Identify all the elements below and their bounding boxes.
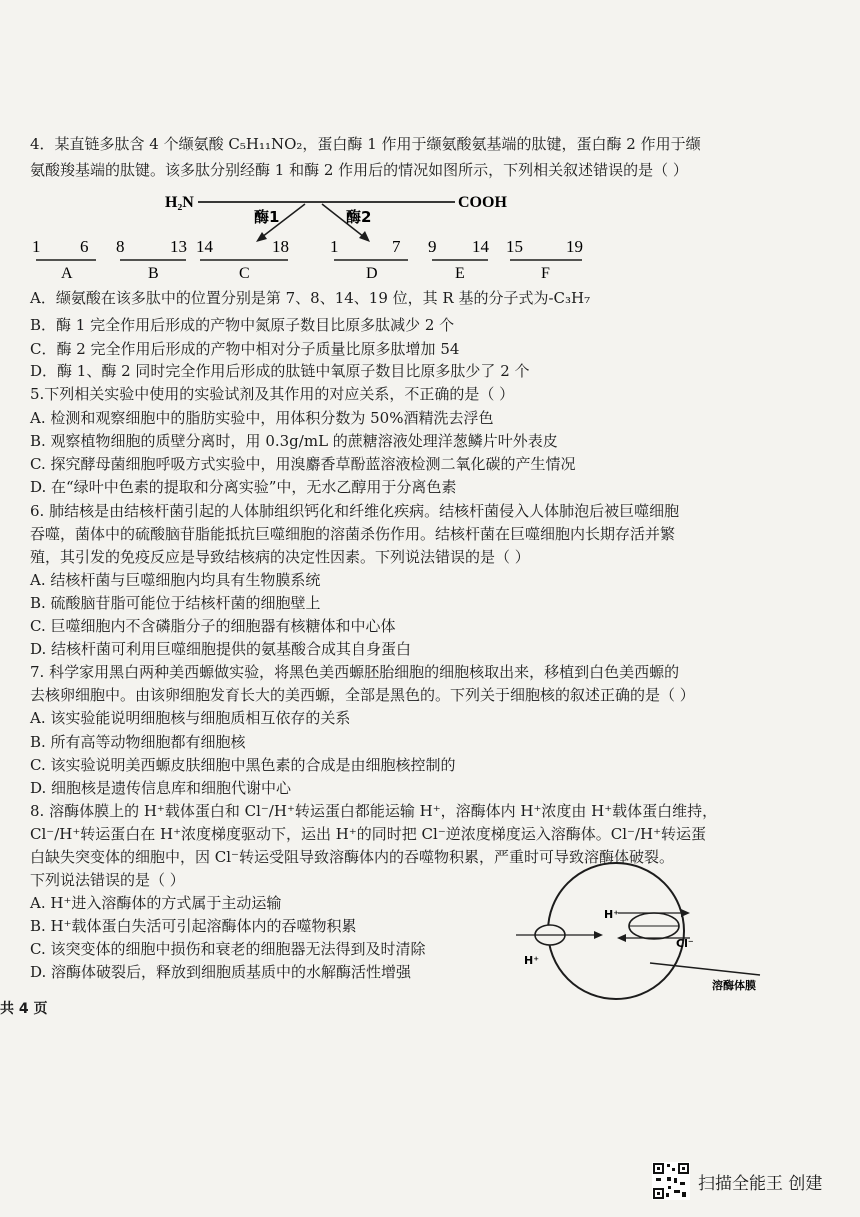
fragment-end-number: 13 (170, 237, 187, 256)
q5-option-d: D. 在“绿叶中色素的提取和分离实验”中，无水乙醇用于分离色素 (30, 478, 457, 496)
fragment-letter: B (148, 265, 159, 282)
q7-option-b: B. 所有高等动物细胞都有细胞核 (30, 733, 246, 751)
fragment-letter: E (455, 265, 465, 282)
page-count: 共 4 页 (0, 1001, 48, 1017)
lysosome-membrane-label: 溶酶体膜 (712, 979, 756, 992)
q5-option-b: B. 观察植物细胞的质壁分离时，用 0.3g/mL 的蔗糖溶液处理洋葱鳞片叶外表皮 (30, 432, 558, 450)
c-terminus-label: COOH (458, 194, 507, 211)
q6-option-b: B. 硫酸脑苷脂可能位于结核杆菌的细胞壁上 (30, 594, 321, 612)
q7-option-a: A. 该实验能说明细胞核与细胞质相互依存的关系 (30, 709, 351, 727)
q6-stem-line3: 殖，其引发的免疫反应是导致结核病的决定性因素。下列说法错误的是（ ） (30, 548, 530, 566)
q8-option-a: A. H⁺进入溶酶体的方式属于主动运输 (30, 894, 282, 912)
fragment-start-number: 1 (32, 237, 41, 256)
fragment-end-number: 7 (392, 237, 401, 256)
q7-stem-line1: 7. 科学家用黑白两种美西螈做实验，将黑色美西螈胚胎细胞的细胞核取出来，移植到白色美西螈的 (30, 663, 680, 681)
q8-option-b: B. H⁺载体蛋白失活可引起溶酶体内的吞噬物积累 (30, 917, 357, 935)
q5-option-a: A. 检测和观察细胞中的脂肪实验中，用体积分数为 50%酒精洗去浮色 (30, 409, 494, 427)
q7-option-d: D. 细胞核是遗传信息库和细胞代谢中心 (30, 779, 292, 797)
fragment-end-number: 6 (80, 237, 89, 256)
fragment-letter: C (239, 265, 250, 282)
q4-stem-line2: 氨酸羧基端的肽键。该多肽分别经酶 1 和酶 2 作用后的情况如图所示，下列相关叙述错误的是（ ） (30, 161, 688, 179)
q4-stem-line1: 4．某直链多肽含 4 个缬氨酸 C₅H₁₁NO₂，蛋白酶 1 作用于缬氨酸氨基端的肽键，蛋白酶 2 作用于缬 (30, 135, 701, 153)
h-ion-left-label: H⁺ (524, 954, 540, 967)
n-terminus-label: H₂N (165, 194, 194, 211)
q8-stem-line2: Cl⁻/H⁺转运蛋白在 H⁺浓度梯度驱动下，运出 H⁺的同时把 Cl⁻逆浓度梯度运入溶酶体。Cl⁻/H⁺转运蛋 (30, 825, 706, 843)
scanner-caption: 扫描全能王 创建 (698, 1173, 823, 1194)
fragment-start-number: 14 (196, 237, 213, 256)
cl-ion-label: Cl⁻ (676, 937, 694, 950)
fragment-end-number: 18 (272, 237, 289, 256)
q6-stem-line2: 吞噬，菌体中的硫酸脑苷脂能抵抗巨噬细胞的溶菌杀伤作用。结核杆菌在巨噬细胞内长期存活并繁 (30, 525, 676, 543)
q8-stem-line4: 下列说法错误的是（ ） (30, 871, 185, 889)
fragment-start-number: 9 (428, 237, 437, 256)
q6-option-c: C. 巨噬细胞内不含磷脂分子的细胞器有核糖体和中心体 (30, 617, 396, 635)
qr-code-icon (652, 1162, 690, 1200)
fragment-start-number: 1 (330, 237, 339, 256)
q8-stem-line3: 白缺失突变体的细胞中，因 Cl⁻转运受阻导致溶酶体内的吞噬物积累，严重时可导致溶酶体破裂。 (30, 848, 674, 866)
q5-option-c: C. 探究酵母菌细胞呼吸方式实验中，用溴麝香草酚蓝溶液检测二氧化碳的产生情况 (30, 455, 576, 473)
q7-stem-line2: 去核卵细胞中。由该卵细胞发育长大的美西螈，全部是黑色的。下列关于细胞核的叙述正确的是（ ） (30, 686, 695, 704)
fragment-end-number: 19 (566, 237, 583, 256)
q5-stem: 5.下列相关实验中使用的实验试剂及其作用的对应关系，不正确的是（ ） (30, 385, 515, 403)
q8-option-d: D. 溶酶体破裂后，释放到细胞质基质中的水解酶活性增强 (30, 963, 412, 981)
q7-option-c: C. 该实验说明美西螈皮肤细胞中黑色素的合成是由细胞核控制的 (30, 756, 456, 774)
fragment-letter: D (366, 265, 378, 282)
enzyme2-label: 酶2 (346, 208, 372, 226)
h-ion-right-label: H⁺ (604, 908, 620, 921)
q4-option-d: D．酶 1、酶 2 同时完全作用后形成的肽链中氧原子数目比原多肽少了 2 个 (30, 362, 530, 380)
scanner-watermark (652, 1162, 822, 1200)
fragment-start-number: 8 (116, 237, 125, 256)
q8-option-c: C. 该突变体的细胞中损伤和衰老的细胞器无法得到及时清除 (30, 940, 426, 958)
fragment-letter: A (61, 265, 73, 282)
fragment-end-number: 14 (472, 237, 489, 256)
fragment-letter: F (541, 265, 550, 282)
q6-option-d: D. 结核杆菌可利用巨噬细胞提供的氨基酸合成其自身蛋白 (30, 640, 412, 658)
q4-option-b: B．酶 1 完全作用后形成的产物中氮原子数目比原多肽减少 2 个 (30, 316, 455, 334)
enzyme1-label: 酶1 (254, 208, 280, 226)
q6-option-a: A. 结核杆菌与巨噬细胞内均具有生物膜系统 (30, 571, 321, 589)
q8-stem-line1: 8. 溶酶体膜上的 H⁺载体蛋白和 Cl⁻/H⁺转运蛋白都能运输 H⁺，溶酶体内 H⁺浓度由 H⁺载体蛋白维持， (30, 802, 718, 820)
q6-stem-line1: 6. 肺结核是由结核杆菌引起的人体肺组织钙化和纤维化疾病。结核杆菌侵入人体肺泡后被巨噬细胞 (30, 502, 680, 520)
q4-option-c: C．酶 2 完全作用后形成的产物中相对分子质量比原多肽增加 54 (30, 340, 460, 358)
q4-option-a: A．缬氨酸在该多肽中的位置分别是第 7、8、14、19 位，其 R 基的分子式为-C₃H₇ (30, 289, 591, 307)
fragment-start-number: 15 (506, 237, 523, 256)
